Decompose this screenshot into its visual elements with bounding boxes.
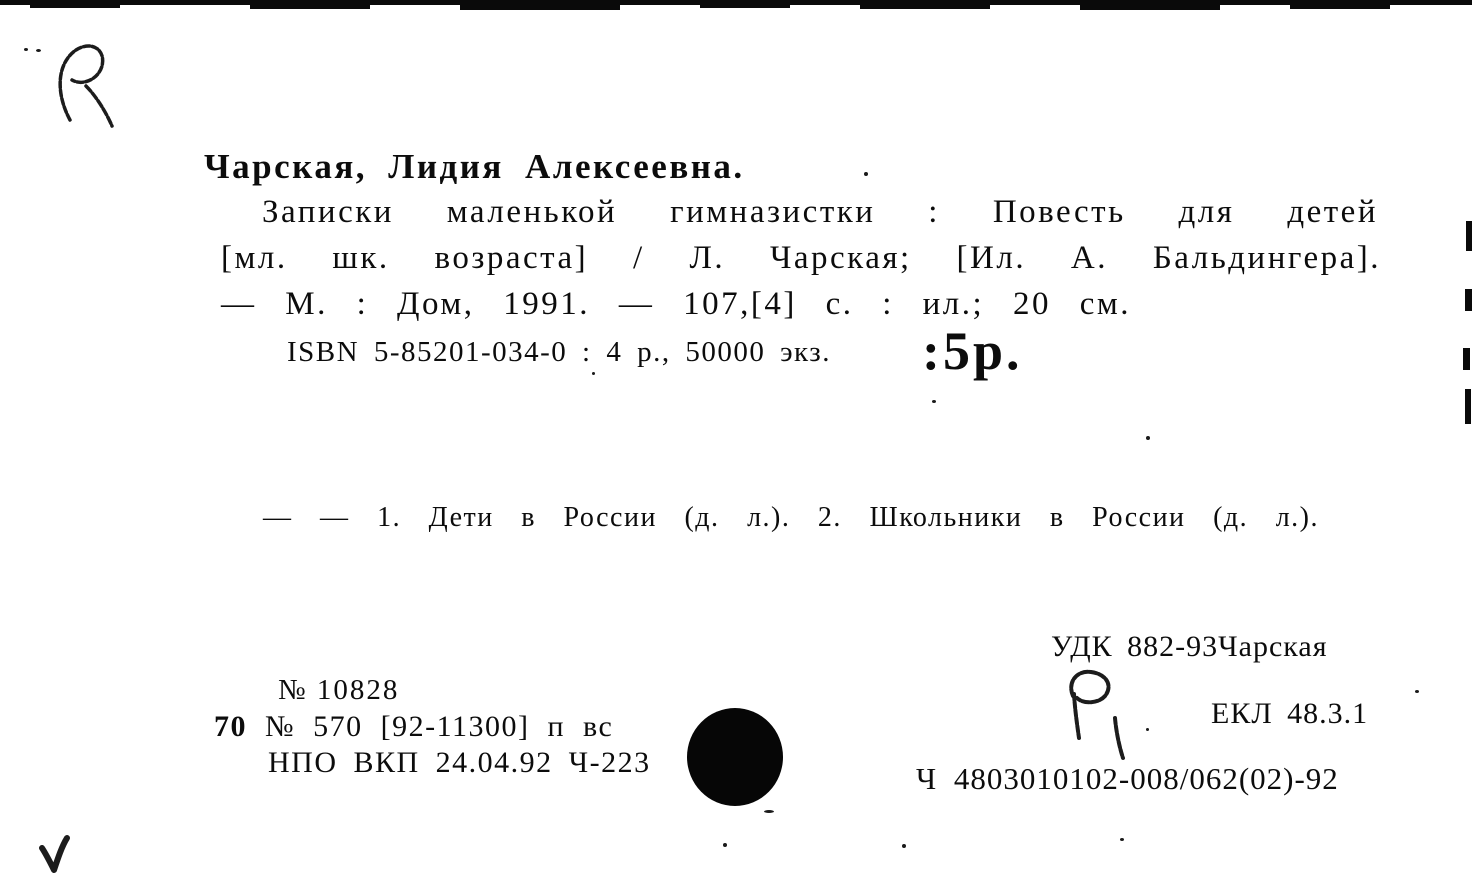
noise-speck (902, 844, 906, 848)
scan-edge-lump (250, 4, 370, 9)
edge-dash (1465, 289, 1472, 311)
accession-order-line (214, 710, 613, 743)
imprint-line: — М. : Дом, 1991. — 107,[4] с. : ил.; 20 см. (221, 286, 1131, 322)
noise-speck (723, 843, 727, 847)
scan-edge-lump (860, 4, 990, 9)
edge-dash (1465, 389, 1471, 424)
noise-speck (1146, 728, 1149, 731)
accession-order-rest: № 570 [92-11300] п вс (265, 710, 614, 743)
scan-edge-lump (700, 4, 790, 8)
title-statement-line: Записки маленькой гимназистки : Повесть для детей (262, 194, 1378, 230)
ekl-classification: ЕКЛ 48.3.1 (1211, 697, 1369, 730)
scan-edge-lump (30, 4, 120, 8)
check-mark-icon (36, 834, 78, 878)
noise-speck (36, 49, 41, 52)
noise-speck (592, 372, 595, 375)
responsibility-line: [мл. шк. возраста] / Л. Чарская; [Ил. А. Бальдингера]. (221, 240, 1381, 276)
scan-edge-lump (1290, 4, 1390, 9)
edge-dash (1466, 221, 1472, 251)
subject-tracings: — — 1. Дети в России (д. л.). 2. Школьники в России (д. л.). (263, 502, 1319, 533)
accession-prefix: 70 (214, 710, 247, 743)
edge-dash (1463, 348, 1470, 370)
author-heading: Чарская, Лидия Алексеевна. (204, 147, 745, 186)
noise-speck (764, 810, 774, 813)
noise-speck (932, 400, 936, 403)
price-stamp: :5р. (922, 321, 1023, 381)
scan-edge-lump (1080, 4, 1220, 10)
noise-speck (864, 172, 868, 176)
book-index: Ч 4803010102-008/062(02)-92 (916, 761, 1339, 796)
noise-speck (24, 48, 28, 51)
pencil-p1-mark-icon (1055, 662, 1140, 767)
noise-speck (1146, 436, 1150, 440)
noise-speck (1415, 690, 1419, 693)
pencil-r-mark-icon (48, 42, 128, 137)
isbn-line: ISBN 5-85201-034-0 : 4 р., 50000 экз. (287, 336, 831, 368)
hole-punch (687, 708, 783, 806)
accession-number: № 10828 (278, 674, 400, 706)
noise-speck (1120, 838, 1124, 841)
scan-edge-lump (460, 4, 620, 10)
udk-classification: УДК 882-93Чарская (1051, 630, 1328, 663)
processing-line: НПО ВКП 24.04.92 Ч-223 (268, 746, 651, 779)
